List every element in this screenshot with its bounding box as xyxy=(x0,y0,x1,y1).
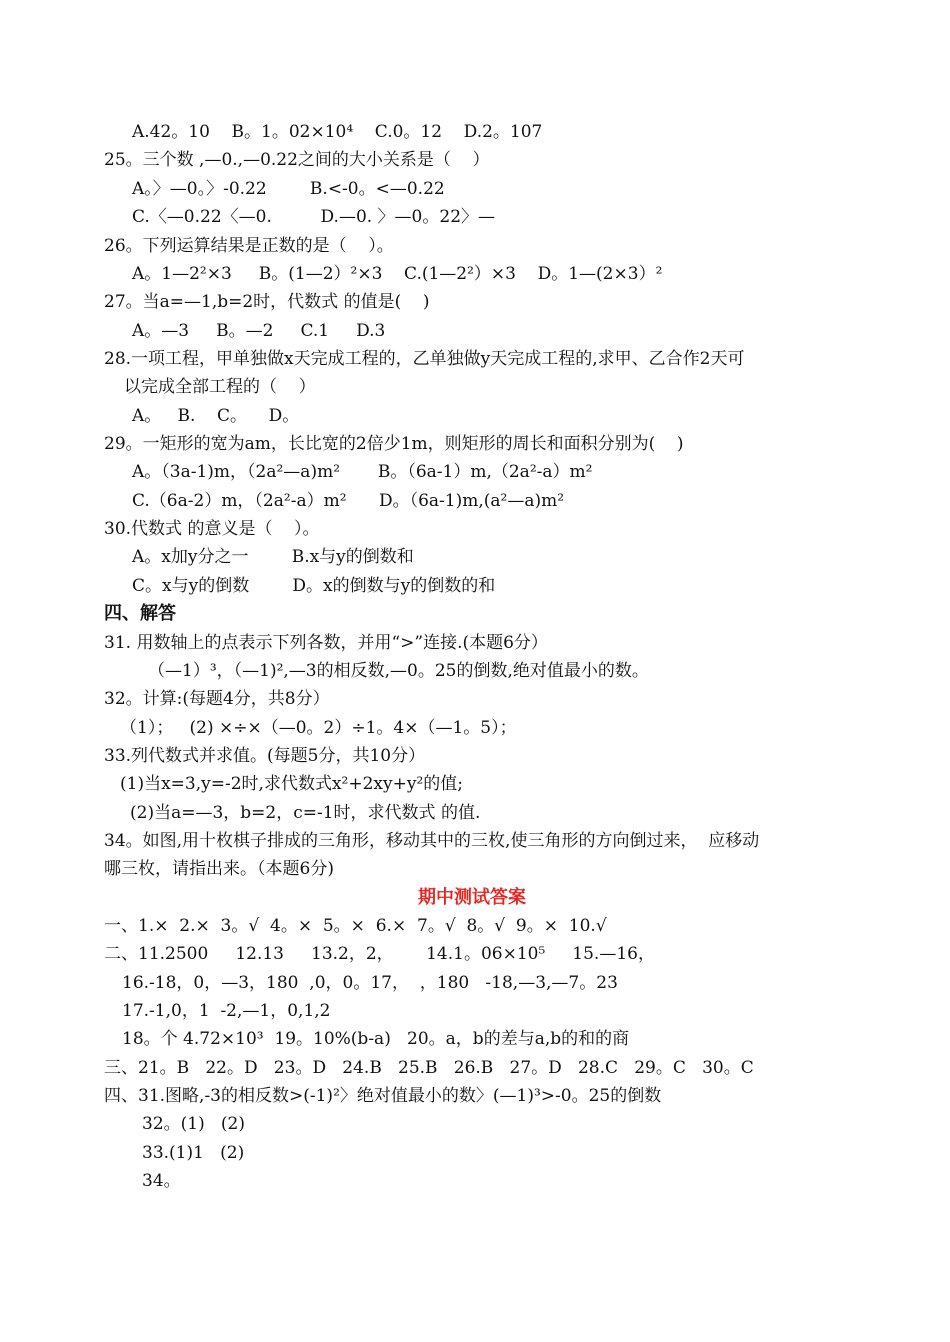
answer-title: 期中测试答案 xyxy=(418,887,526,908)
question-26: 26。下列运算结果是正数的是（ ）。 xyxy=(104,236,394,256)
text-line: A。（3a-1)m，（2a²—a)m² B。（6a-1）m,（2a²-a）m² xyxy=(132,462,593,482)
text-line: A。 B. C。 D。 xyxy=(132,406,300,426)
question-25: 25。三个数 ,—0.,—0.22之间的大小关系是（ ） xyxy=(104,150,490,170)
answer-line: 32。(1) (2) xyxy=(142,1114,246,1134)
answer-line: 16.-18，0，—3，180 ,0，0。17， ，180 -18,—3,—7。23 xyxy=(122,973,618,993)
text-line: C。x与y的倒数 D。x的倒数与y的倒数的和 xyxy=(132,576,496,596)
text-line: (2)当a=—3，b=2，c=-1时，求代数式 的值. xyxy=(130,803,481,823)
text-line: （—1）³，（—1)²,—3的相反数,—0。25的倒数,绝对值最小的数。 xyxy=(148,661,649,681)
answer-line: 三、21。B 22。D 23。D 24.B 25.B 26.B 27。D 28.C 29。C 30。C xyxy=(104,1058,754,1078)
text-line: 以完成全部工程的（ ） xyxy=(124,377,316,397)
answer-line: 33.(1)1 (2) xyxy=(142,1143,245,1163)
answer-line: 一、1.× 2.× 3。√ 4。× 5。× 6.× 7。√ 8。√ 9。× 10.√ xyxy=(104,916,607,936)
text-line: C.〈—0.22〈—0. D.—0. 〉—0。22〉— xyxy=(132,207,496,227)
text-line: A。—3 B。—2 C.1 D.3 xyxy=(132,321,386,341)
question-27: 27。当a=—1,b=2时，代数式 的值是( ) xyxy=(104,292,430,312)
answer-line: 四、31.图略,-3的相反数>(-1)²〉绝对值最小的数〉(—1)³>-0。25的倒数 xyxy=(104,1086,662,1106)
text-line: A。〉—0。〉-0.22 B.<-0。<—0.22 xyxy=(132,179,445,199)
text-line: (1)当x=3,y=-2时,求代数式x²+2xy+y²的值; xyxy=(120,774,463,794)
question-32: 32。计算:(每题4分，共8分） xyxy=(104,689,330,709)
question-31: 31. 用数轴上的点表示下列各数，并用“>”连接.(本题6分） xyxy=(104,633,548,653)
question-28: 28.一项工程，甲单独做x天完成工程的，乙单独做y天完成工程的,求甲、乙合作2天可 xyxy=(104,349,745,369)
text-line: （1）； (2) ×÷×（—0。2）÷1。4×（—1。5）； xyxy=(120,718,517,738)
text-line: A。1—2²×3 B。(1—2）²×3 C.(1—2²）×3 D。1—(2×3）² xyxy=(132,264,663,284)
section-heading: 四、解答 xyxy=(104,603,176,624)
answer-line: 34。 xyxy=(142,1171,181,1191)
text-line: C.（6a-2）m，（2a²-a）m² D。（6a-1)m,(a²—a)m² xyxy=(132,491,565,511)
question-30: 30.代数式 的意义是（ ）。 xyxy=(104,519,320,539)
question-34: 34。如图,用十枚棋子排成的三角形，移动其中的三枚,使三角形的方向倒过来， 应移动 xyxy=(104,831,760,851)
question-33: 33.列代数式并求值。(每题5分，共10分） xyxy=(104,746,426,766)
answer-line: 18。个 4.72×10³ 19。10%(b-a) 20。a，b的差与a,b的和的商 xyxy=(122,1029,630,1049)
answer-line: 二、11.2500 12.13 13.2，2， 14.1。06×10⁵ 15.—16， xyxy=(104,944,655,964)
text-line: A.42。10 B。1。02×10⁴ C.0。12 D.2。107 xyxy=(132,122,543,142)
text-line: A。x加y分之一 B.x与y的倒数和 xyxy=(132,547,414,567)
question-29: 29。一矩形的宽为am，长比宽的2倍少1m，则矩形的周长和面积分别为( ) xyxy=(104,434,684,454)
answer-line: 17.-1,0，1 -2,—1，0,1,2 xyxy=(122,1001,331,1021)
text-line: 哪三枚，请指出来。（本题6分) xyxy=(104,859,334,879)
